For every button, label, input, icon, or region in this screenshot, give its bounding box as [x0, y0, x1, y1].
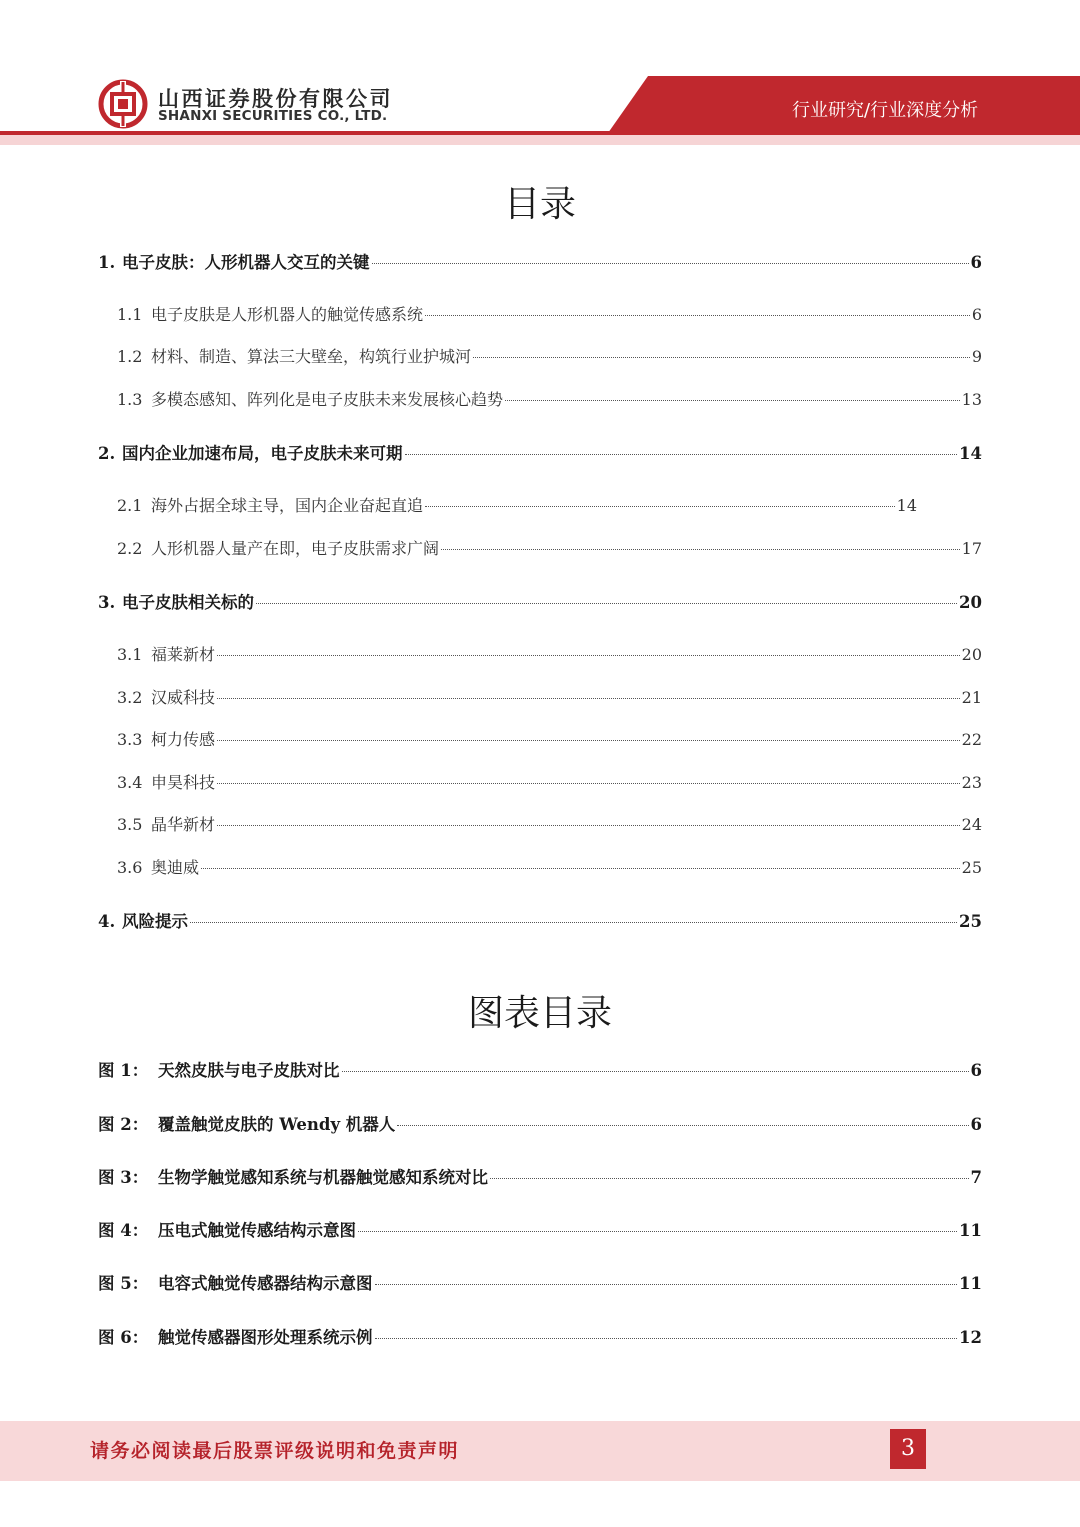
dot-leader — [490, 1178, 969, 1179]
figure-entry-5[interactable] — [98, 1270, 982, 1294]
dot-leader — [397, 1125, 968, 1126]
toc-entry-number: 3.1 — [117, 645, 143, 664]
toc-entry-label: 奥迪威 — [151, 858, 200, 877]
toc-entry-page: 13 — [961, 390, 982, 409]
toc-entry-number: 3.2 — [117, 688, 143, 707]
toc-entry-page: 9 — [971, 347, 982, 366]
toc-entry-number: 1. — [98, 253, 116, 272]
figure-label: 压电式触觉传感结构示意图 — [158, 1221, 356, 1240]
toc-entry-number: 3.4 — [117, 773, 143, 792]
toc-entry-number: 1.1 — [117, 305, 143, 324]
dot-leader — [425, 315, 970, 316]
toc-entry-number: 2.1 — [117, 496, 143, 515]
dot-leader — [217, 740, 960, 741]
figure-page: 6 — [970, 1115, 982, 1134]
dot-leader — [342, 1071, 969, 1072]
toc-entry-label: 柯力传感 — [151, 730, 216, 749]
page-number: 3 — [890, 1429, 926, 1469]
toc-entry-3-1[interactable] — [117, 642, 982, 666]
toc-entry-label: 材料、制造、算法三大壁垒，构筑行业护城河 — [151, 347, 472, 366]
dot-leader — [217, 783, 960, 784]
figure-label: 电容式触觉传感器结构示意图 — [158, 1274, 373, 1293]
dot-leader — [190, 922, 957, 923]
toc-entry-number: 3. — [98, 593, 116, 612]
toc-entry-page: 6 — [970, 253, 982, 272]
toc-entry-2-2[interactable] — [117, 536, 982, 560]
toc-entry-3-3[interactable] — [117, 727, 982, 751]
toc-entry-page: 20 — [959, 593, 982, 612]
toc-entry-4[interactable] — [98, 908, 982, 932]
dot-leader — [505, 400, 960, 401]
toc-entry-3-6[interactable] — [117, 855, 982, 879]
figures-title: 图表目录 — [467, 993, 612, 1034]
toc-entry-3-5[interactable] — [117, 812, 982, 836]
toc-entry-label: 电子皮肤相关标的 — [122, 593, 254, 612]
toc-entry-page: 17 — [961, 539, 982, 558]
toc-entry-page: 20 — [961, 645, 982, 664]
toc-entry-label: 汉威科技 — [151, 688, 216, 707]
toc-entry-page: 14 — [959, 444, 982, 463]
figure-page: 11 — [959, 1274, 982, 1293]
dot-leader — [217, 698, 960, 699]
toc-entry-label: 电子皮肤：人形机器人交互的关键 — [122, 253, 370, 272]
page-header — [0, 0, 1080, 150]
dot-leader — [217, 655, 960, 656]
figure-number: 图 3： — [98, 1168, 149, 1187]
disclaimer-link[interactable]: 请务必阅读最后股票评级说明和免责声明 — [90, 1440, 460, 1462]
figure-number: 图 4： — [98, 1221, 149, 1240]
figure-number: 图 1： — [98, 1061, 149, 1080]
figure-page: 6 — [970, 1061, 982, 1080]
toc-entry-page: 14 — [896, 496, 917, 515]
dot-leader — [358, 1231, 957, 1232]
dot-leader — [441, 549, 960, 550]
toc-entry-label: 福莱新材 — [151, 645, 216, 664]
toc-entry-page: 22 — [961, 730, 982, 749]
toc-entry-3[interactable] — [98, 589, 982, 613]
toc-entry-2[interactable] — [98, 440, 982, 464]
toc-entry-label: 晶华新材 — [151, 815, 216, 834]
toc-entry-number: 4. — [98, 912, 116, 931]
toc-entry-page: 24 — [961, 815, 982, 834]
toc-entry-page: 25 — [959, 912, 982, 931]
figure-page: 12 — [959, 1328, 982, 1347]
dot-leader — [217, 825, 960, 826]
toc-entry-label: 申昊科技 — [151, 773, 216, 792]
figure-page: 11 — [959, 1221, 982, 1240]
toc-entry-3-2[interactable] — [117, 685, 982, 709]
toc-entry-number: 3.3 — [117, 730, 143, 749]
toc-entry-2-1[interactable] — [117, 493, 917, 517]
toc-entry-label: 海外占据全球主导，国内企业奋起直追 — [151, 496, 424, 515]
dot-leader — [375, 1284, 958, 1285]
figure-number: 图 2： — [98, 1115, 149, 1134]
figure-label: 天然皮肤与电子皮肤对比 — [158, 1061, 340, 1080]
figure-entry-1[interactable] — [98, 1057, 982, 1081]
toc-entry-page: 25 — [961, 858, 982, 877]
toc-entry-label: 多模态感知、阵列化是电子皮肤未来发展核心趋势 — [151, 390, 504, 409]
toc-entry-1-1[interactable] — [117, 302, 982, 326]
figure-number: 图 6： — [98, 1328, 149, 1347]
company-name-cn: 山西证券股份有限公司 — [158, 87, 393, 111]
figure-number: 图 5： — [98, 1274, 149, 1293]
toc-entry-label: 风险提示 — [122, 912, 188, 931]
toc-entry-1-2[interactable] — [117, 344, 982, 368]
page-footer — [0, 1421, 1080, 1481]
figure-entry-6[interactable] — [98, 1324, 982, 1348]
dot-leader — [473, 357, 970, 358]
dot-leader — [372, 263, 969, 264]
toc-entry-label: 人形机器人量产在即，电子皮肤需求广阔 — [151, 539, 440, 558]
report-type: 行业研究/行业深度分析 — [792, 100, 979, 121]
toc-entry-3-4[interactable] — [117, 770, 982, 794]
toc-title: 目录 — [503, 184, 576, 225]
toc-entry-page: 21 — [961, 688, 982, 707]
toc-entry-label: 电子皮肤是人形机器人的触觉传感系统 — [151, 305, 424, 324]
shanxi-securities-logo-icon — [98, 79, 148, 129]
dot-leader — [201, 868, 960, 869]
figure-page: 7 — [970, 1168, 982, 1187]
figure-entry-3[interactable] — [98, 1164, 982, 1188]
toc-entry-number: 2. — [98, 444, 116, 463]
toc-entry-page: 6 — [971, 305, 982, 324]
toc-entry-1-3[interactable] — [117, 387, 982, 411]
dot-leader — [256, 603, 957, 604]
toc-entry-number: 1.3 — [117, 390, 143, 409]
toc-entry-label: 国内企业加速布局，电子皮肤未来可期 — [122, 444, 403, 463]
dot-leader — [425, 506, 895, 507]
dot-leader — [405, 454, 958, 455]
toc-entry-number: 1.2 — [117, 347, 143, 366]
company-name-en: SHANXI SECURITIES CO., LTD. — [158, 108, 388, 124]
figure-entry-4[interactable] — [98, 1217, 982, 1241]
toc-entry-1[interactable] — [98, 249, 982, 273]
toc-entry-number: 3.6 — [117, 858, 143, 877]
dot-leader — [375, 1338, 958, 1339]
figure-label: 生物学触觉感知系统与机器触觉感知系统对比 — [158, 1168, 488, 1187]
toc-entry-number: 3.5 — [117, 815, 143, 834]
figure-label: 覆盖触觉皮肤的 Wendy 机器人 — [158, 1115, 396, 1134]
figure-label: 触觉传感器图形处理系统示例 — [158, 1328, 373, 1347]
toc-entry-number: 2.2 — [117, 539, 143, 558]
toc-entry-page: 23 — [961, 773, 982, 792]
figure-entry-2[interactable] — [98, 1111, 982, 1135]
header-band — [0, 0, 1080, 150]
